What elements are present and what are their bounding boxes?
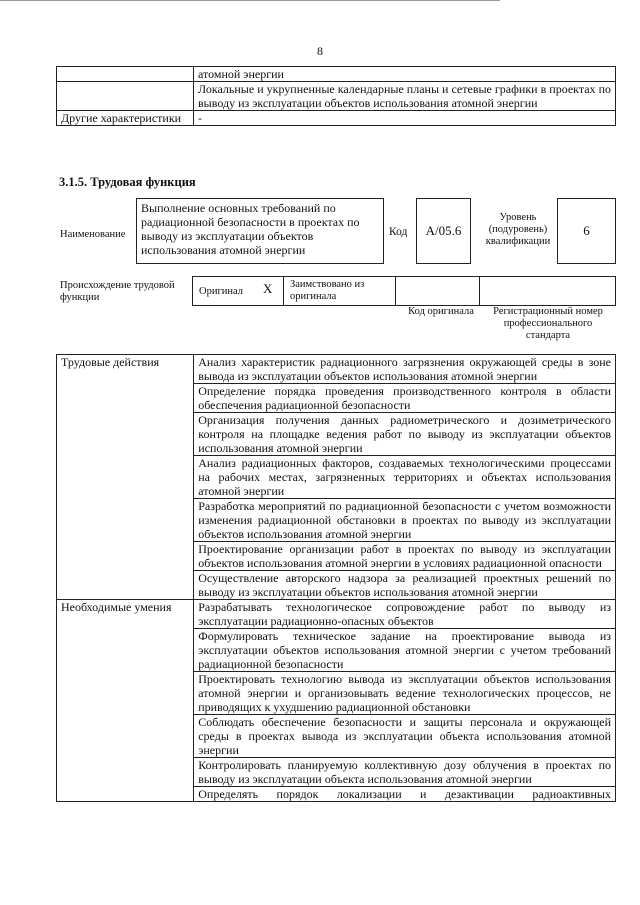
name-label: Наименование <box>60 229 126 240</box>
level-value: 6 <box>583 223 590 238</box>
row-label <box>57 82 194 111</box>
list-item: Разрабатывать технологическое сопровождение работ по выводу из эксплуатации радиационно-опасных объектов <box>194 600 616 629</box>
row-text: атомной энергии <box>194 67 616 82</box>
top-table <box>56 66 616 126</box>
reg-number-label: Регистрационный номер профессионального стандарта <box>493 306 603 341</box>
list-item: Анализ характеристик радиационного загрязнения окружающей среды в зоне вывода из эксплуатации объектов использования атомной энергии <box>194 355 616 384</box>
code-box <box>416 198 471 264</box>
level-box <box>557 198 616 264</box>
code-value: А/05.6 <box>425 223 462 238</box>
origin-label: Происхождение трудовой функции <box>60 280 175 303</box>
list-item: Определение порядка проведения производственного контроля в области обеспечения радиационной безопасности <box>194 384 616 413</box>
list-item: Формулировать техническое задание на проектирование вывода из эксплуатации объектов использования атомной энергии с учетом требований радиационной безопасности <box>194 629 616 672</box>
original-label: Оригинал <box>199 286 243 297</box>
list-item: Осуществление авторского надзора за реализацией проектных решений по выводу из эксплуатации объектов использования атомной энергии <box>194 571 616 600</box>
list-item: Организация получения данных радиометрического и дозиметрического контроля на площадке ведения работ по выводу из эксплуатации объектов использования атомной энергии <box>194 413 616 456</box>
borrowed-label: Заимствовано из оригинала <box>290 279 365 302</box>
code-label: Код <box>389 226 408 238</box>
list-item: Анализ радиационных факторов, создаваемых технологическими процессами на рабочих местах, загрязненных территориях и объектах использования атомной энергии <box>194 456 616 499</box>
required-skills-label: Необходимые умения <box>57 600 194 802</box>
labor-actions-label: Трудовые действия <box>57 355 194 600</box>
table-row <box>57 600 616 629</box>
row-text: - <box>194 111 616 126</box>
section-title: 3.1.5. Трудовая функция <box>59 175 196 189</box>
list-item: Проектировать технологию вывода из эксплуатации объектов использования атомной энергии и организовывать ведение технологических процессов, не приводящих к ухудшению радиационной обстановки <box>194 672 616 715</box>
row-label: Другие характеристики <box>57 111 194 126</box>
code-original-box <box>395 276 480 306</box>
table-row <box>57 111 616 126</box>
row-text: Локальные и укрупненные календарные планы и сетевые графики в проектах по выводу из эксплуатации объектов использования атомной энергии <box>194 82 616 111</box>
original-mark: X <box>263 281 273 296</box>
code-original-label: Код оригинала <box>408 306 474 317</box>
function-name-box <box>136 198 384 264</box>
original-box <box>192 276 284 306</box>
borrowed-box <box>283 276 396 306</box>
table-row <box>57 67 616 82</box>
list-item: Разработка мероприятий по радиационной безопасности с учетом возможности изменения радиационной обстановки в проектах по выводу из эксплуатации объектов использования атомной энергии <box>194 499 616 542</box>
main-table <box>56 354 616 802</box>
list-item: Соблюдать обеспечение безопасности и защиты персонала и окружающей среды в проектах вывода из эксплуатации объекта использования атомной энергии <box>194 715 616 758</box>
row-label <box>57 67 194 82</box>
page-number: 8 <box>317 44 323 58</box>
table-row <box>57 82 616 111</box>
list-item: Контролировать планируемую коллективную дозу облучения в проектах по выводу из эксплуатации объекта использования атомной энергии <box>194 758 616 787</box>
reg-number-box <box>479 276 616 306</box>
list-item: Проектирование организации работ в проектах по выводу из эксплуатации объектов использования атомной энергии в условиях радиационной опасности <box>194 542 616 571</box>
function-name: Выполнение основных требований по радиационной безопасности в проектах по выводу из эксплуатации объектов использования атомной энергии <box>141 201 360 257</box>
level-label: Уровень (подуровень) квалификации <box>485 212 551 247</box>
list-item: Определять порядок локализации и дезактивации радиоактивных <box>194 787 616 802</box>
top-rule <box>0 0 500 1</box>
table-row <box>57 355 616 384</box>
